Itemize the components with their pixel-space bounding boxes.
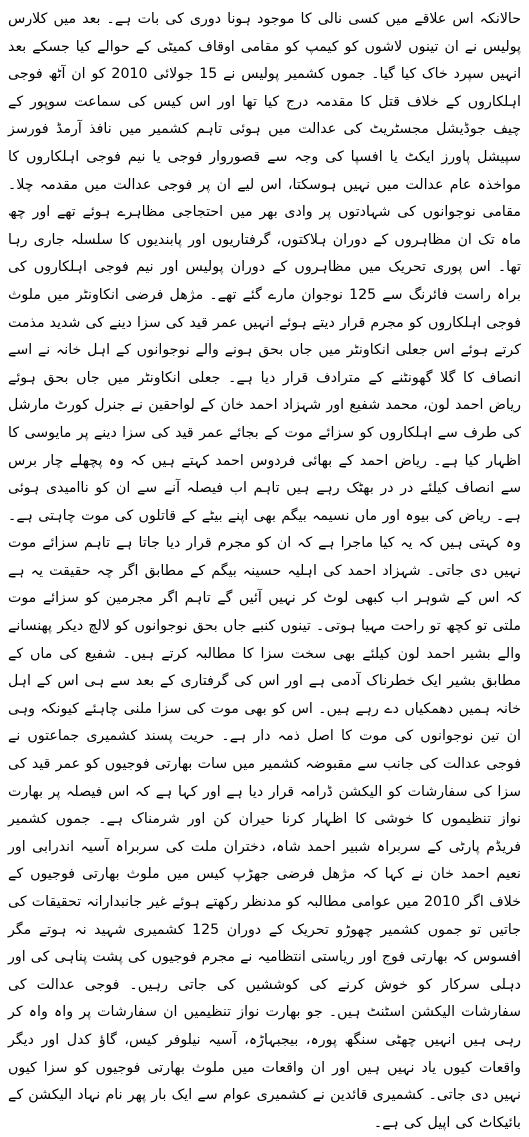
article-body: حالانکہ اس علاقے میں کسی نالی کا موجود ہونا دوری کی بات ہے۔ بعد میں کلارس پولیس نے ان تینوں لاشوں کو کیمپ کو مقامی اوقاف کمیٹی کے حوالے کیا جسکے بعد انہیں سپرد خاک کیا گیا۔ جموں کشمیر پولیس نے 15 جولائی 2010 کو ان آٹھ فوجی اہلکاروں کے خلاف قتل کا مقدمہ درج کیا تھا اور اس کیس کی سماعت سوپور کے چیف جوڈیشل مجسٹریٹ کی عدالت میں ہوئی تاہم کشمیر میں نافذ آرمڈ فورسز سپیشل پاورز ایکٹ یا افسپا کی وجہ سے قصوروار فوجی یا نیم فوجی اہلکاروں کا مواخذہ عام عدالت میں نہیں ہوسکتا، اس لیے ان پر فوجی عدالت میں مقدمہ چلا۔ مقامی نوجوانوں کی شہادتوں پر وادی بھر میں احتجاجی مظاہرے ہوئے تھے اور چھ ماہ تک ان مظاہروں کے دوران ہلاکتوں، گرفتاریوں اور پابندیوں کا سلسلہ جاری رہا تھا۔ اس پوری تحریک میں مظاہروں کے دوران پولیس اور نیم فوجی اہلکاروں کی براہ راست فائرنگ سے 125 نوجوان مارے گئے تھے۔ مژھل فرضی انکاونٹر میں ملوث فوجی اہلکاروں کو مجرم قرار دیتے ہوئے انہیں عمر قید کی سزا دینے کی شدید مذمت کرتے ہوئے اس جعلی انکاونٹر میں جاں بحق ہونے والے نوجوانوں کے اہل خانہ نے اسے انصاف کا گلا گھونٹنے کے مترادف قرار دیا ہے۔ جعلی انکاونٹر میں جاں بحق ہوئے ریاض احمد لون، محمد شفیع اور شہزاد احمد خان کے لواحقین نے جنرل کورٹ مارشل کی طرف سے اہلکاروں کو سزائے موت کے بجائے عمر قید کی سزا دینے پر مایوسی کا اظہار کیا ہے۔ ریاض احمد کے بھائی فردوس احمد کہتے ہیں کہ وہ پچھلے چار برس سے انصاف کیلئے در در بھٹک رہے ہیں تاہم اب فیصلہ آنے سے ان کو ناامیدی ہوئی ہے۔ ریاض کی بیوہ اور ماں نسیمہ بیگم بھی اپنے بیٹے کے قاتلوں کی موت چاہتی ہے۔ وہ کہتی ہیں کہ یہ کیا ماجرا ہے کہ ان کو مجرم قرار دیا جاتا ہے تاہم سزائے موت نہیں دی جاتی۔ شہزاد احمد کی اہلیہ حسینہ بیگم کے مطابق اگر چہ حقیقت یہ ہے کہ اس کے شوہر اب کبھی لوٹ کر نہیں آئیں گے تاہم اگر مجرمین کو سزائے موت ملتی تو کچھ تو راحت مہیا ہوتی۔ تینوں کنبے جاں بحق نوجوانوں کو لالچ دیکر پھنسانے والے بشیر احمد لون کیلئے بھی سخت سزا کا مطالبہ کرتے ہیں۔ شفیع کی ماں کے مطابق بشیر ایک خطرناک آدمی ہے اور اس کی گرفتاری کے بعد سے ہی اس کے اہل خانہ ہمیں دھمکیاں دے رہے ہیں۔ اس کو بھی موت کی سزا ملنی چاہئے کیونکہ وہی ان تین نوجوانوں کی موت کا اصل ذمہ دار ہے۔ حریت پسند کشمیری جماعتوں نے فوجی عدالت کی جانب سے مقبوضہ کشمیر میں سات بھارتی فوجیوں کو عمر قید کی سزا کی سفارشات کو الیکشن ڈرامہ قرار دیا ہے اور کہا ہے کہ اس فیصلہ پر بھارت نواز تنظیموں کا خوشی کا اظہار کرنا حیران کن اور شرمناک ہے۔ جموں کشمیر فریڈم پارٹی کے سربراہ شبیر احمد شاہ، دختران ملت کی سربراہ آسیہ اندرابی اور نعیم احمد خان نے کہا کہ مژھل فرضی جھڑپ کیس میں ملوث بھارتی فوجیوں کے خلاف اگر 2010 میں عوامی مطالبہ کو مدنظر رکھتے ہوئے غیر جانبدارانہ تحقیقات کی جاتیں تو جموں کشمیر چھوڑو تحریک کے دوران 125 کشمیری شہید نہ ہوتے مگر افسوس کہ بھارتی فوج اور ریاستی انتظامیہ نے مجرم فوجیوں کی پشت پناہی کی اور دہلی سرکار کو خوش کرنے کی کوششیں کی جاتی رہیں۔ فوجی عدالت کی سفارشات الیکشن اسٹنٹ ہیں۔ جو بھارت نواز تنظیمیں ان سفارشات پر واہ واہ کر رہی ہیں انہیں چھٹی سنگھ پورہ، بیجبہاڑہ، آسیہ نیلوفر کیس، گاؤ کدل اور دیگر واقعات کیوں یاد نہیں ہیں اور ان واقعات میں ملوث بھارتی فوجیوں کو سزا کیوں نہیں دی جاتی۔ کشمیری قائدین نے کشمیری عوام سے ایک بار پھر نام نہاد الیکشن کے بائیکاٹ کی اپیل کی ہے۔	[8, 11, 522, 1131]
